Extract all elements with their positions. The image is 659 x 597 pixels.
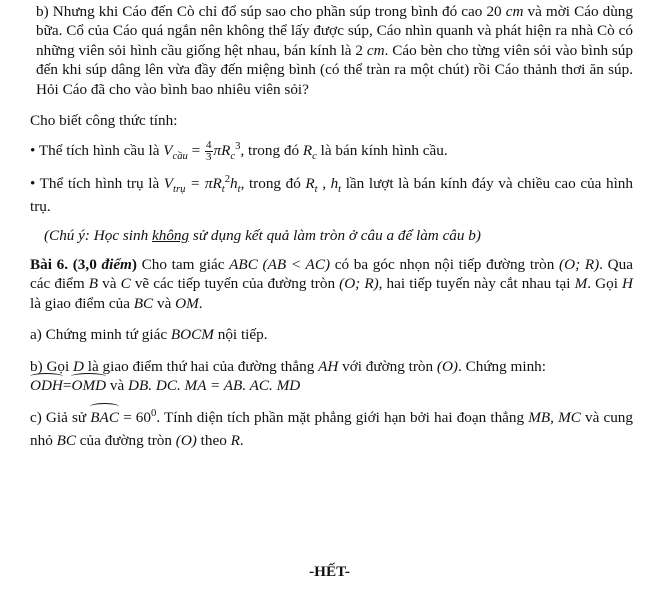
angle-odh: ODH (30, 377, 63, 395)
problem-6c: c) Giả sử BAC = $60^0$. Tính diện tích phần mặt phẳng giới hạn bởi hai đoạn thẳng MB, MC và cung nhỏ BC của đường tròn (O) theo R. (30, 407, 633, 450)
end-marker: -HẾT- (309, 563, 350, 580)
problem-6a: a) Chứng minh tứ giác BOCM nội tiếp. (30, 326, 268, 344)
problem-6-heading: Bài 6. (3,0 điểm) (30, 256, 137, 274)
problem-5b-paragraph: b) Nhưng khi Cáo đến Cò chỉ đổ súp sao cho phần súp trong bình đó cao 20 cm và mời Cáo dùng bữa. Cổ của Cáo quá ngắn nên không thể lấy được súp, Cáo nhìn quanh và phát hiện ra nhà Cò có những viên sỏi hình cầu giống hệt nhau, bán kính là 2 cm. Cáo bèn cho từng viên sỏi vào bình súp đến khi súp dâng lên vừa đầy đến miệng bình (có thể tràn ra một chút) rồi Cáo thảnh thơi ăn súp. Hỏi Cáo đã cho vào bình bao nhiêu viên sỏi? (36, 3, 633, 98)
sphere-volume-formula: • Thể tích hình cầu là $V_{cầu}$ = $\frac{4}{3}$ $\pi R_c^3$, trong đó $R_c$ là bán kính hình cầu. (30, 138, 448, 163)
problem-6b: b) Gọi D là giao điểm thứ hai của đường thẳng AH với đường tròn (O). Chứng minh: ODH=OMD và DB. DC. MA = AB. AC. MD (30, 357, 546, 395)
angle-bac: BAC (90, 406, 119, 430)
fraction-four-thirds: $\frac{4}{3}$ (206, 138, 212, 163)
note-line: (Chú ý: Học sinh không sử dụng kết quả làm tròn ở câu a để làm câu b) (44, 226, 481, 244)
formula-intro: Cho biết công thức tính: (30, 112, 178, 130)
cylinder-volume-formula: • Thể tích hình trụ là $V_{trụ} = \pi R_t^2h_t$, trong đó $R_t$ , $h_t$ lần lượt là bán kính đáy và chiều cao của hình trụ. (30, 174, 633, 216)
angle-omd: OMD (71, 377, 107, 395)
problem-6-statement: Bài 6. (3,0 điểm) Cho tam giác ABC (AB < AC) có ba góc nhọn nội tiếp đường tròn (O; R). Qua các điểm B và C vẽ các tiếp tuyến của đường tròn (O; R), hai tiếp tuyến này cắt nhau tại M. Gọi H là giao điểm của BC và OM. (30, 256, 633, 312)
